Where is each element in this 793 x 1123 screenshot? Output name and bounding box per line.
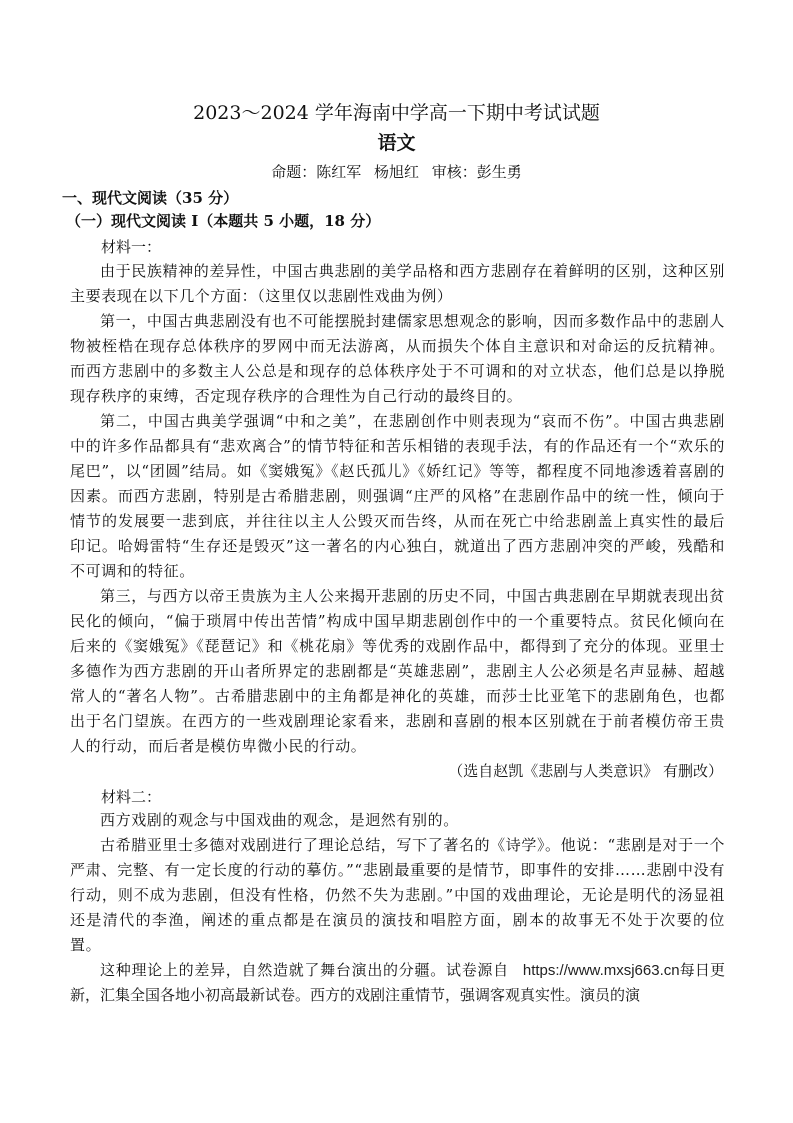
author-setter: 命题：陈红军: [271, 163, 362, 181]
section-heading-part1: 一、现代文阅读（35 分）: [62, 189, 239, 207]
exam-title: 2023～2024 学年海南中学高一下期中考试试题: [193, 102, 600, 124]
author-co-setter: 杨旭红: [373, 163, 419, 181]
paragraph: 第三，与西方以帝王贵族为主人公来揭开悲剧的历史不同，中国古典悲剧在早期就表现出贫民化的倾向，“偏于琐屑中传出苦情”构成中国早期悲剧创作中的一个重要特点。贫民化倾向在后来的《窦娥冤》《琵琶记》和《桃花扇》等优秀的戏剧作品中，都得到了充分的体现。亚里士多德作为西方悲剧的开山者所界定的悲剧都是“英雄悲剧”，悲剧主人公必须是名声显赫、超越常人的“著名人物”。古希腊悲剧中的主角都是神化的英雄，而莎士比亚笔下的悲剧角色，也都出于名门望族。在西方的一些戏剧理论家看来，悲剧和喜剧的根本区别就在于前者模仿帝王贵人的行动，而后者是模仿卑微小民的行动。: [70, 587, 725, 755]
author-reviewer: 审核：彭生勇: [431, 163, 522, 181]
paragraph: 古希腊亚里士多德对戏剧进行了理论总结，写下了著名的《诗学》。他说：“悲剧是对于一个严肃、完整、有一定长度的行动的摹仿。”“悲剧最重要的是情节，即事件的安排……悲剧中没有行动，则不成为悲剧，但没有性格，仍然不失为悲剧。”中国的戏曲理论，无论是明代的汤显祖还是清代的李渔，阐述的重点都是在演员的演技和唱腔方面，剧本的故事无不处于次要的位置。: [70, 836, 726, 954]
material-1-citation: （选自赵凯《悲剧与人类意识》 有删改）: [448, 762, 723, 780]
material-1-text: [70, 259, 725, 759]
paragraph-start: 这种理论上的差异，自然造就了舞台演出的分疆。试卷源自: [100, 961, 509, 979]
paragraph-continuation: 每日更新，汇集全国各地小初高最新试卷。西方的戏剧注重情节，强调客观真实性。演员的演: [70, 962, 725, 1004]
material-2-label: 材料二：: [101, 788, 162, 806]
paragraph: 第一，中国古典悲剧没有也不可能摆脱封建儒家思想观念的影响，因而多数作品中的悲剧人物被桎梏在现存总体秩序的罗网中而无法游离，从而损失个体自主意识和对命运的反抗精神。而西方悲剧中的多数主人公总是和现存的总体秩序处于不可调和的对立状态，他们总是以挣脱现存秩序的束缚，否定现存秩序的合理性为自己行动的最终目的。: [70, 312, 725, 405]
subject-title: 语文: [377, 132, 416, 154]
source-url: https://www.mxsj663.cn: [522, 962, 680, 979]
paragraph: 由于民族精神的差异性，中国古典悲剧的美学品格和西方悲剧存在着鲜明的区别，这种区别主要表现在以下几个方面：（这里仅以悲剧性戏曲为例）: [70, 262, 725, 305]
material-1-label: 材料一：: [101, 238, 162, 256]
material-2-text: [70, 808, 725, 1008]
section-heading-reading-1: （一）现代文阅读 I（本题共 5 小题，18 分）: [66, 212, 381, 230]
paragraph: 第二，中国古典美学强调“中和之美”，在悲剧创作中则表现为“哀而不伤”。中国古典悲剧中的许多作品都具有“悲欢离合”的情节特征和苦乐相错的表现手法，有的作品还有一个“欢乐的尾巴”，以“团圆”结局。如《窦娥冤》《赵氏孤儿》《娇红记》等等，都程度不同地渗透着喜剧的因素。而西方悲剧，特别是古希腊悲剧，则强调“庄严的风格”在悲剧作品中的统一性，倾向于情节的发展要一悲到底，并往往以主人公毁灭而告终，从而在死亡中给悲剧盖上真实性的最后印记。哈姆雷特“生存还是毁灭”这一著名的内心独白，就道出了西方悲剧冲突的严峻，残酷和不可调和的特征。: [70, 412, 725, 580]
paragraph: 西方戏剧的观念与中国戏曲的观念，是迥然有别的。: [100, 811, 459, 829]
paragraph-with-source: [70, 958, 725, 1008]
authors-line: [0, 161, 793, 183]
